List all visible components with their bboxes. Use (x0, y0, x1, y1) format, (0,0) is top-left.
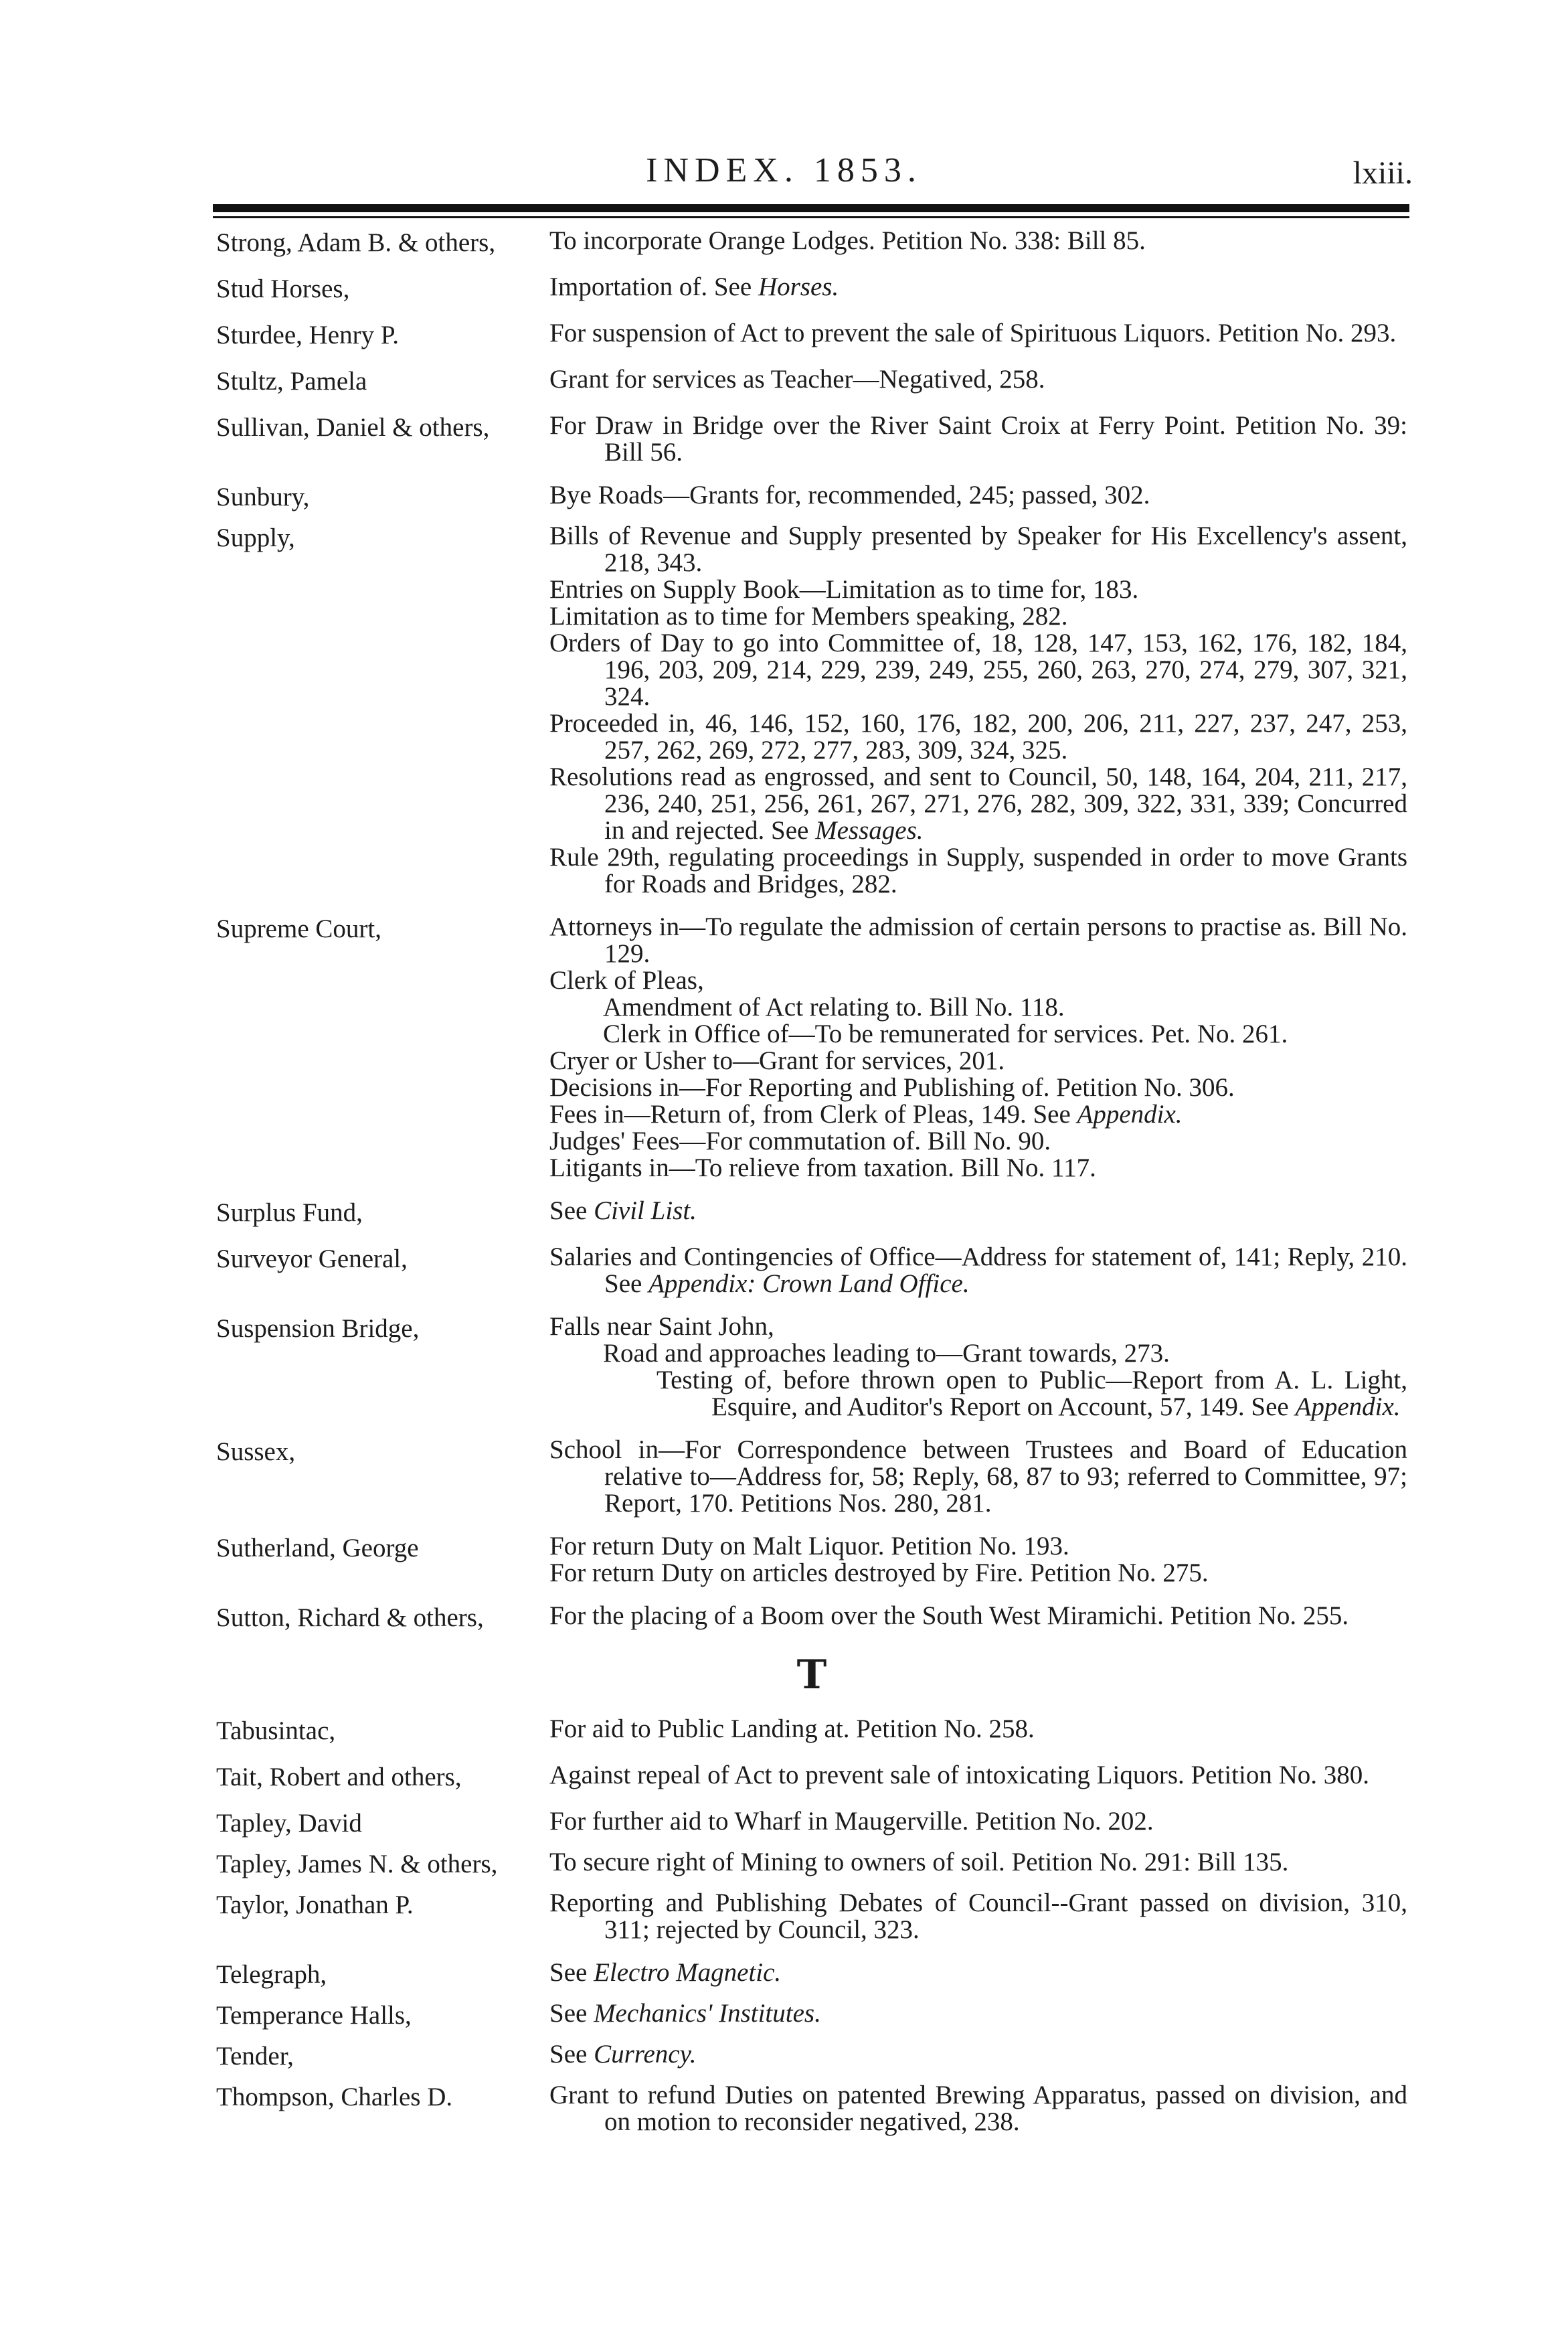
cross-reference: Messages. (815, 816, 924, 845)
cross-reference: Horses. (758, 272, 839, 301)
index-entry (216, 2041, 1407, 2071)
entry-text: Bye Roads—Grants for, recommended, 245; passed, 302. (549, 481, 1150, 509)
entry-text: For Draw in Bridge over the River Saint Croix at Ferry Point. Petition No. 39: Bill 56. (549, 411, 1407, 467)
index-entry (216, 1533, 1407, 1587)
entry-subject: Tapley, James N. & others, (216, 1850, 498, 1878)
entry-text: For return Duty on articles destroyed by Fire. Petition No. 275. (549, 1558, 1209, 1587)
entry-subject: Tait, Robert and others, (216, 1763, 462, 1791)
index-entry (216, 320, 1407, 350)
running-title: INDEX. 1853. (646, 151, 922, 189)
entry-text: Against repeal of Act to prevent sale of intoxicating Liquors. Petition No. 380. (549, 1761, 1369, 1789)
entry-text: Litigants in—To relieve from taxation. Bill No. 117. (549, 1153, 1096, 1182)
entry-text: For further aid to Wharf in Maugerville. Petition No. 202. (549, 1807, 1154, 1836)
entry-text: For aid to Public Landing at. Petition No. 258. (549, 1714, 1035, 1743)
index-entry (216, 1313, 1407, 1421)
entry-text: Grant to refund Duties on patented Brewing Apparatus, passed on division, and on motion to reconsider negatived, 238. (549, 2081, 1407, 2136)
entry-subject: Sturdee, Henry P. (216, 321, 399, 349)
entry-text: Clerk of Pleas, (549, 966, 704, 995)
entry-subject: Sullivan, Daniel & others, (216, 413, 490, 442)
index-entry (216, 1959, 1407, 1990)
cross-reference: Civil List. (594, 1196, 697, 1225)
entry-subject: Surveyor General, (216, 1244, 408, 1273)
index-entry (216, 228, 1407, 258)
page-header (0, 151, 1568, 197)
entry-text: Orders of Day to go into Committee of, 18, 128, 147, 153, 162, 176, 182, 184, 196, 203, 209, 214, 229, 239, 249, 255, 260, 263, 270, 274, 279, 307, 321, 324. (549, 629, 1407, 711)
entry-subject: Tabusintac, (216, 1716, 336, 1745)
entry-subject: Telegraph, (216, 1960, 327, 1989)
entry-text: Grant for services as Teacher—Negatived, 258. (549, 365, 1045, 394)
index-entry (216, 274, 1407, 304)
index-entry (216, 914, 1407, 1182)
cross-reference: Appendix: Crown Land Office. (648, 1269, 970, 1298)
cross-reference: Electro Magnetic. (594, 1958, 782, 1987)
index-entry (216, 482, 1407, 512)
entry-text: To incorporate Orange Lodges. Petition No. 338: Bill 85. (549, 226, 1146, 255)
entry-text: Proceeded in, 46, 146, 152, 160, 176, 182, 200, 206, 211, 227, 237, 247, 253, 257, 262, 269, 272, 277, 283, 309, 324, 325. (549, 709, 1407, 764)
index-entry (216, 1849, 1407, 1879)
index-entry (216, 412, 1407, 466)
entry-text: Limitation as to time for Members speaking, 282. (549, 602, 1068, 631)
entry-text: Judges' Fees—For commutation of. Bill No. 90. (549, 1127, 1051, 1155)
header-rule-thick (213, 204, 1409, 212)
entry-text: Fees in—Return of, from Clerk of Pleas, 149. See Appendix. (549, 1100, 1183, 1129)
entry-text: Resolutions read as engrossed, and sent to Council, 50, 148, 164, 204, 211, 217, 236, 240, 251, 256, 261, 267, 271, 276, 282, 309, 322, 331, 339; Concurred in and rejected. See Messages. (549, 762, 1407, 845)
entry-subject: Supreme Court, (216, 914, 381, 943)
index-list (216, 228, 1407, 2152)
entry-text: See Mechanics' Institutes. (549, 1999, 821, 2028)
index-entry (216, 1603, 1407, 1633)
entry-text: For the placing of a Boom over the South West Miramichi. Petition No. 255. (549, 1601, 1349, 1630)
entry-text: Testing of, before thrown open to Public—Report from A. L. Light, Esquire, and Auditor's Report on Account, 57, 149. See Appendix. (657, 1366, 1407, 1421)
index-entry (216, 1244, 1407, 1297)
entry-subject: Strong, Adam B. & others, (216, 228, 496, 257)
entry-subject: Sutherland, George (216, 1534, 419, 1562)
section-letter: T (796, 1651, 827, 1698)
cross-reference: Appendix. (1077, 1100, 1183, 1129)
index-entry (216, 366, 1407, 396)
entry-text: Decisions in—For Reporting and Publishing of. Petition No. 306. (549, 1073, 1235, 1102)
entry-subject: Temperance Halls, (216, 2001, 412, 2030)
entry-text: Road and approaches leading to—Grant towards, 273. (603, 1339, 1170, 1368)
entry-subject: Stultz, Pamela (216, 367, 367, 396)
header-rule-thin (213, 216, 1409, 218)
entry-text: Attorneys in—To regulate the admission of certain persons to practise as. Bill No. 129. (549, 912, 1407, 968)
entry-text: To secure right of Mining to owners of soil. Petition No. 291: Bill 135. (549, 1848, 1289, 1876)
entry-text: Rule 29th, regulating proceedings in Supply, suspended in order to move Grants for Roads and Bridges, 282. (549, 843, 1407, 898)
page-number: lxiii. (1353, 155, 1413, 191)
entry-subject: Taylor, Jonathan P. (216, 1890, 414, 1919)
entry-text: For suspension of Act to prevent the sale of Spirituous Liquors. Petition No. 293. (549, 319, 1397, 347)
cross-reference: Mechanics' Institutes. (594, 1999, 821, 2028)
index-entry (216, 1437, 1407, 1517)
entry-subject: Supply, (216, 523, 295, 552)
entry-subject: Tender, (216, 2042, 294, 2071)
entry-text: Amendment of Act relating to. Bill No. 118. (603, 993, 1065, 1022)
entry-text: Bills of Revenue and Supply presented by Speaker for His Excellency's assent, 218, 343. (549, 521, 1407, 577)
entry-text: Salaries and Contingencies of Office—Address for statement of, 141; Reply, 210. See Appendix: Crown Land Office. (549, 1242, 1407, 1298)
entry-subject: Sussex, (216, 1437, 296, 1466)
cross-reference: Appendix. (1295, 1392, 1401, 1421)
entry-subject: Surplus Fund, (216, 1198, 363, 1227)
index-entry (216, 1198, 1407, 1228)
entry-text: Cryer or Usher to—Grant for services, 201. (549, 1046, 1005, 1075)
entry-text: Importation of. See Horses. (549, 272, 839, 301)
entry-subject: Suspension Bridge, (216, 1314, 420, 1343)
index-entry (216, 1808, 1407, 1838)
entry-text: See Electro Magnetic. (549, 1958, 782, 1987)
entry-text: School in—For Correspondence between Trustees and Board of Education relative to—Address for, 58; Reply, 68, 87 to 93; referred to Committee, 97; Report, 170. Petitions Nos. 280, 281. (549, 1435, 1407, 1518)
index-entry (216, 1762, 1407, 1792)
cross-reference: Currency. (594, 2040, 697, 2069)
entry-subject: Sutton, Richard & others, (216, 1603, 484, 1632)
index-entry (216, 1716, 1407, 1746)
entry-text: See Civil List. (549, 1196, 697, 1225)
index-entry (216, 1890, 1407, 1943)
entry-subject: Stud Horses, (216, 274, 350, 303)
entry-text: Reporting and Publishing Debates of Council--Grant passed on division, 310, 311; rejected by Council, 323. (549, 1888, 1407, 1944)
entry-text: Entries on Supply Book—Limitation as to time for, 183. (549, 575, 1139, 604)
entry-subject: Tapley, David (216, 1809, 362, 1838)
entry-text: See Currency. (549, 2040, 697, 2069)
entry-subject: Sunbury, (216, 483, 310, 511)
entry-subject: Thompson, Charles D. (216, 2083, 453, 2111)
entry-text: Falls near Saint John, (549, 1312, 774, 1341)
entry-text: Clerk in Office of—To be remunerated for services. Pet. No. 261. (603, 1020, 1288, 1048)
entry-text: For return Duty on Malt Liquor. Petition No. 193. (549, 1532, 1069, 1560)
index-entry (216, 2000, 1407, 2030)
index-entry (216, 523, 1407, 898)
index-entry (216, 2082, 1407, 2135)
